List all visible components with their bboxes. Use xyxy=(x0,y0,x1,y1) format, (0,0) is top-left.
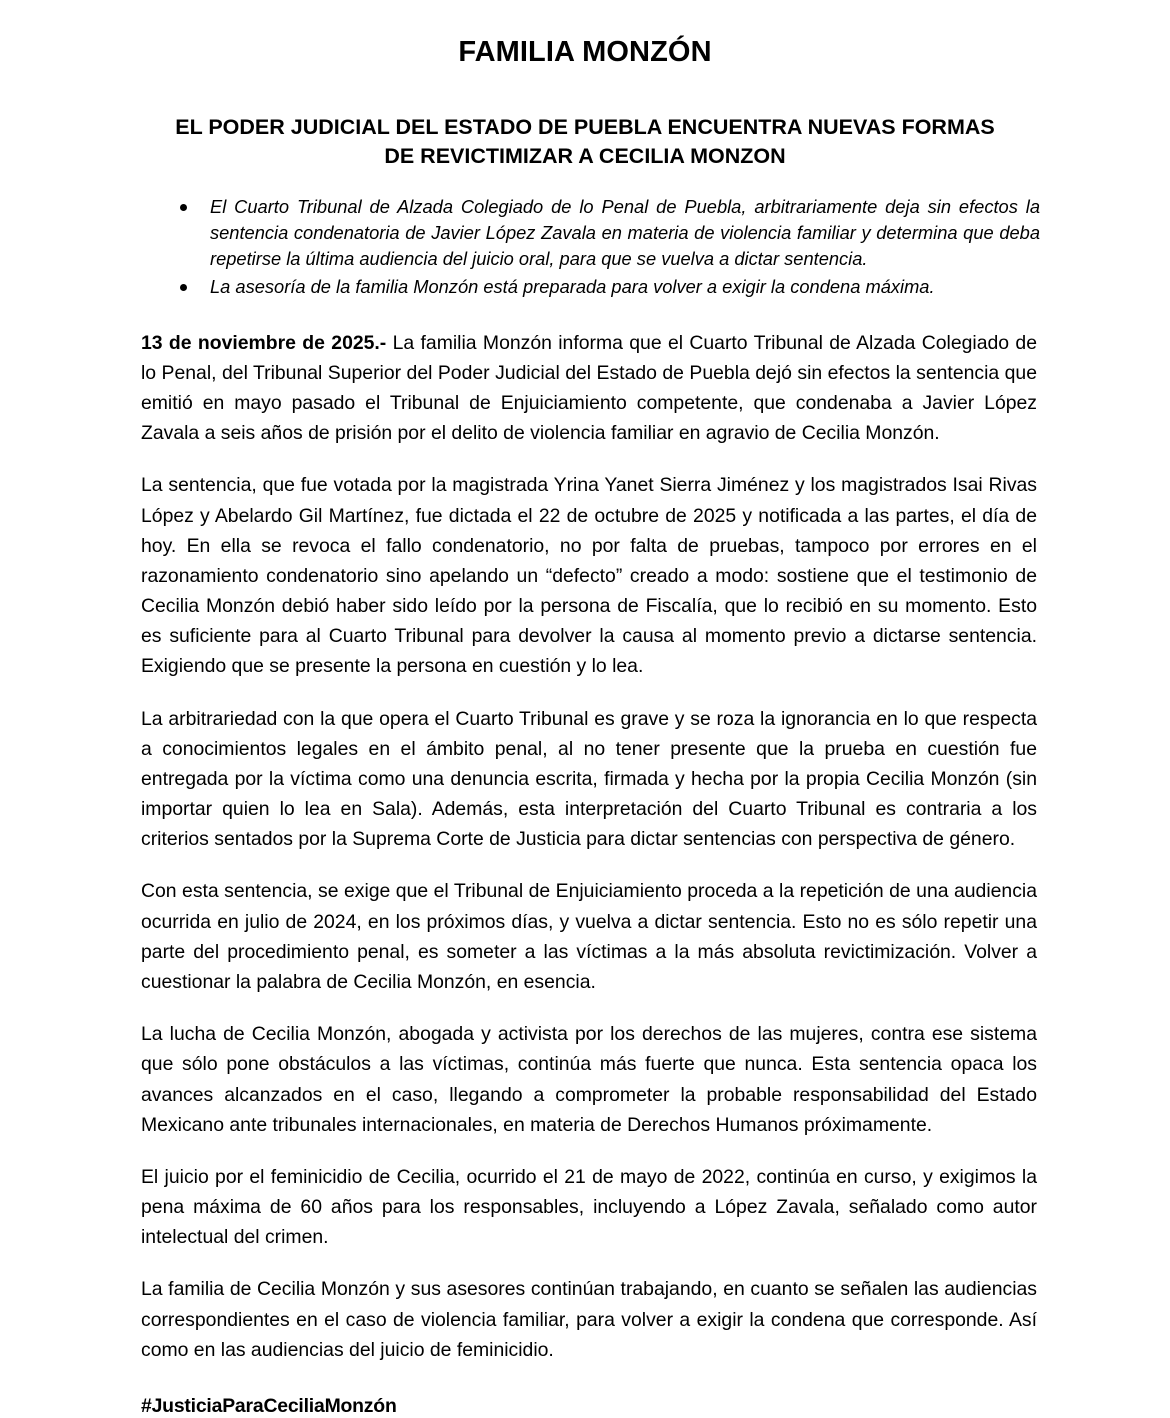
paragraph: La arbitrariedad con la que opera el Cuarto Tribunal es grave y se roza la ignorancia en lo que respecta a conocimientos legales en el ámbito penal, al no tener presente que la prueba en cuestión fue entregada por la víctima como una denuncia escrita, firmada y hecha por la propia Cecilia Monzón (sin importar quien lo lea en Sala). Además, esta interpretación del Cuarto Tribunal es contraria a los criterios sentados por la Suprema Corte de Justicia para dictar sentencias con perspectiva de género. xyxy=(141,707,1037,851)
key-points-list xyxy=(0,170,1170,300)
paragraph: Con esta sentencia, se exige que el Tribunal de Enjuiciamiento proceda a la repetición de una audiencia ocurrida en julio de 2024, en los próximos días, y vuelva a dictar sentencia. Esto no es sólo repetir una parte del procedimiento penal, es someter a las víctimas a la más absoluta revictimización. Volver a cuestionar la palabra de Cecilia Monzón, en esencia. xyxy=(141,880,1037,993)
lead-paragraph-text: La familia Monzón informa que el Cuarto Tribunal de Alzada Colegiado de lo Penal, del Tribunal Superior del Poder Judicial del Estado de Puebla dejó sin efectos la sentencia que emitió en mayo pasado el Tribunal de Enjuiciamiento competente, que condenaba a Javier López Zavala a seis años de prisión por el delito de violencia familiar en agravio de Cecilia Monzón. xyxy=(141,331,1037,445)
hashtag: #JusticiaParaCeciliaMonzón xyxy=(141,1394,397,1417)
page-title: FAMILIA MONZÓN xyxy=(458,36,712,68)
paragraph: La lucha de Cecilia Monzón, abogada y activista por los derechos de las mujeres, contra ese sistema que sólo pone obstáculos a las víctimas, continúa más fuerte que nunca. Esta sentencia opaca los avances alcanzados en el caso, llegando a comprometer la probable responsabilidad del Estado Mexicano ante tribunales internacionales, en materia de Derechos Humanos próximamente. xyxy=(141,1023,1037,1136)
lead-paragraph xyxy=(141,328,1037,449)
dateline: 13 de noviembre de 2025.- xyxy=(141,331,387,354)
list-item: El Cuarto Tribunal de Alzada Colegiado de lo Penal de Puebla, arbitrariamente deja sin efectos la sentencia condenatoria de Javier López Zavala en materia de violencia familiar y determina que deba repetirse la última audiencia del juicio oral, para que se vuelva a dictar sentencia. xyxy=(176,194,1040,272)
paragraph: La familia de Cecilia Monzón y sus asesores continúan trabajando, en cuanto se señalen las audiencias correspondientes en el caso de violencia familiar, para volver a exigir la condena que corresponde. Así como en las audiencias del juicio de feminicidio. xyxy=(141,1278,1037,1361)
paragraph: La sentencia, que fue votada por la magistrada Yrina Yanet Sierra Jiménez y los magistrados Isai Rivas López y Abelardo Gil Martínez, fue dictada el 22 de octubre de 2025 y notificada a las partes, el día de hoy. En ella se revoca el fallo condenatorio, no por falta de pruebas, tampoco por errores en el razonamiento condenatorio sino apelando un “defecto” creado a modo: sostiene que el testimonio de Cecilia Monzón debió haber sido leído por la persona de Fiscalía, que lo recibió en su momento. Esto es suficiente para al Cuarto Tribunal para devolver la causa al momento previo a dictarse sentencia. Exigiendo que se presente la persona en cuestión y lo lea. xyxy=(141,474,1037,678)
list-item: La asesoría de la familia Monzón está preparada para volver a exigir la condena máxima. xyxy=(176,274,1040,300)
headline: EL PODER JUDICIAL DEL ESTADO DE PUEBLA ENCUENTRA NUEVAS FORMAS DE REVICTIMIZAR A CECILIA MONZON xyxy=(175,115,995,168)
paragraph: El juicio por el feminicidio de Cecilia, ocurrido el 21 de mayo de 2022, continúa en curso, y exigimos la pena máxima de 60 años para los responsables, incluyendo a López Zavala, señalado como autor intelectual del crimen. xyxy=(141,1165,1037,1249)
body-text xyxy=(0,328,1170,1365)
